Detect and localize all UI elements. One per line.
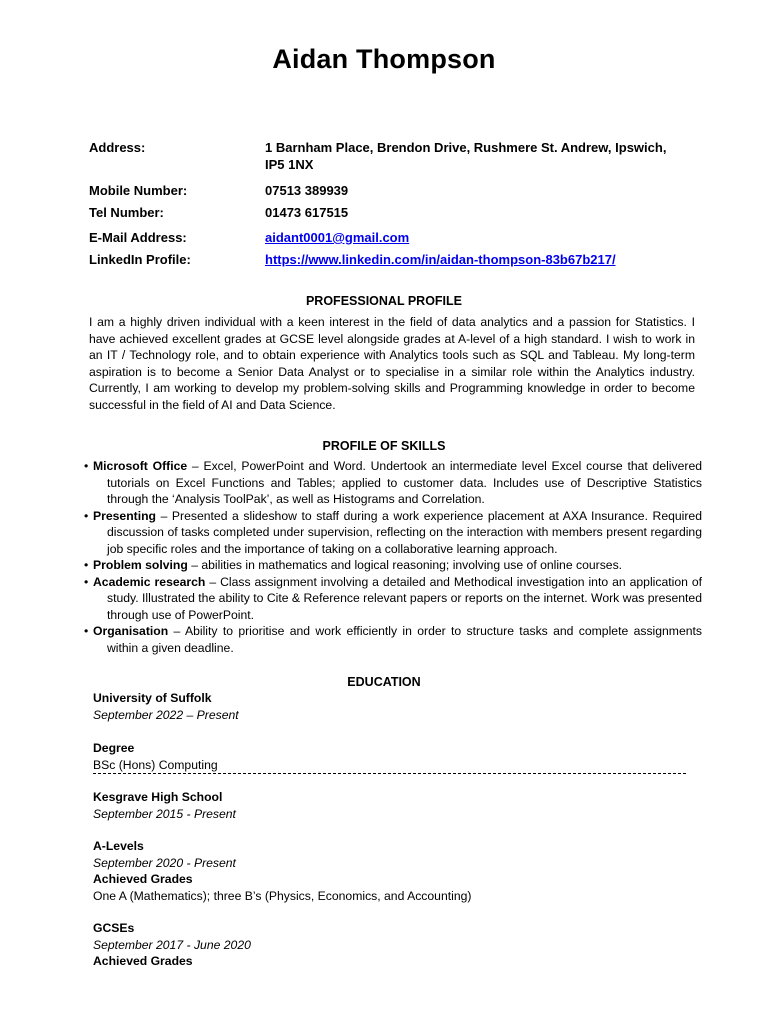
tel-value: 01473 617515 [265, 205, 349, 220]
professional-profile-heading: PROFESSIONAL PROFILE [305, 294, 463, 308]
skill-heading: Problem solving [93, 558, 188, 572]
skill-heading: Academic research [93, 574, 206, 589]
skill-heading: Organisation [93, 624, 169, 638]
gcse-grades-label: Achieved Grades [93, 954, 193, 968]
mobile-value: 07513 389939 [265, 183, 349, 198]
skill-text: – Class assignment involving a detailed and Methodical investigation into an application of study. Illustrated the ability to Cite & Reference relevant papers or reports on the internet. Work was presented through use of PowerPoint. [107, 574, 703, 622]
address-row [89, 139, 689, 175]
university-block [93, 690, 239, 723]
skill-heading: Presenting [93, 508, 156, 523]
university-dates: September 2022 – Present [93, 707, 239, 722]
address-label: Address: [89, 140, 146, 155]
email-link[interactable]: aidant0001@gmail.com [265, 230, 410, 245]
school-dates: September 2015 - Present [93, 806, 236, 821]
alevels-dates: September 2020 - Present [93, 855, 236, 870]
email-label: E-Mail Address: [89, 230, 187, 245]
gcse-block [93, 920, 251, 970]
address-line-2: IP5 1NX [265, 157, 314, 172]
alevels-grades-label: Achieved Grades [93, 872, 193, 886]
mobile-label: Mobile Number: [89, 183, 188, 198]
skill-item [82, 574, 702, 624]
gcse-label: GCSEs [93, 921, 135, 935]
school-block [93, 789, 236, 822]
skills-list [82, 458, 702, 656]
professional-profile-text: I am a highly driven individual with a keen interest in the field of data analytics and a passion for Statistics. I have achieved excellent grades at GCSE level alongside grades at A-level of a high standard. I wish to work in an IT / Technology role, and to obtain experience with Analytics tools such as SQL and Tableau. My long-term aspiration is to become a Senior Data Analyst or to specialise in a similar role within the Analytics industry. Currently, I am working to develop my problem-solving skills and Programming knowledge in order to become successful in the field of AI and Data Science. [89, 315, 695, 412]
bullet-icon: • [84, 459, 89, 473]
school-name: Kesgrave High School [93, 790, 223, 804]
skill-text: – Ability to prioritise and work efficiently in order to structure tasks and complete assignments within a given deadline. [107, 624, 702, 655]
alevels-label: A-Levels [93, 839, 144, 853]
skill-text: – Excel, PowerPoint and Word. Undertook an intermediate level Excel course that delivered tutorials on Excel Functions and Tables; applied to customer data. Includes use of Descriptive Statistics through the ‘Analysis ToolPak’, as well as Histograms and Correlation. [107, 459, 703, 506]
section-divider [93, 773, 686, 774]
address-line-1: 1 Barnham Place, Brendon Drive, Rushmere St. Andrew, Ipswich, [265, 140, 667, 155]
skills-heading: PROFILE OF SKILLS [322, 439, 446, 453]
degree-label: Degree [93, 741, 135, 755]
skill-text: – abilities in mathematics and logical reasoning; involving use of online courses. [187, 558, 623, 572]
alevels-block [93, 838, 471, 904]
skill-item [82, 458, 702, 508]
skill-item [82, 557, 702, 574]
tel-row [89, 204, 689, 221]
university-name: University of Suffolk [93, 691, 212, 705]
skill-text: – Presented a slideshow to staff during a work experience placement at AXA Insurance. Required discussion of tasks completed under supervision, reflecting on the interaction with members present regarding job specific roles and the importance of taking on a collaborative learning approach. [107, 508, 702, 556]
degree-block [93, 740, 218, 773]
contact-details [89, 139, 689, 268]
skill-item [82, 508, 702, 558]
bullet-icon: • [84, 508, 89, 523]
bullet-icon: • [84, 558, 89, 572]
linkedin-row [89, 251, 689, 268]
degree-value: BSc (Hons) Computing [93, 757, 218, 772]
alevels-grades: One A (Mathematics); three B’s (Physics, Economics, and Accounting) [93, 888, 472, 903]
email-row [89, 229, 689, 246]
candidate-name: Aidan Thompson [272, 44, 496, 74]
mobile-row [89, 182, 689, 199]
skill-heading: Microsoft Office [93, 459, 188, 473]
bullet-icon: • [84, 624, 89, 638]
linkedin-label: LinkedIn Profile: [89, 252, 191, 267]
skill-item [82, 623, 702, 656]
tel-label: Tel Number: [89, 205, 164, 220]
linkedin-link[interactable]: https://www.linkedin.com/in/aidan-thompson-83b67b217/ [265, 252, 616, 267]
address-value [265, 139, 689, 173]
bullet-icon: • [84, 574, 89, 589]
education-heading: EDUCATION [347, 675, 421, 689]
gcse-dates: September 2017 - June 2020 [93, 937, 251, 952]
